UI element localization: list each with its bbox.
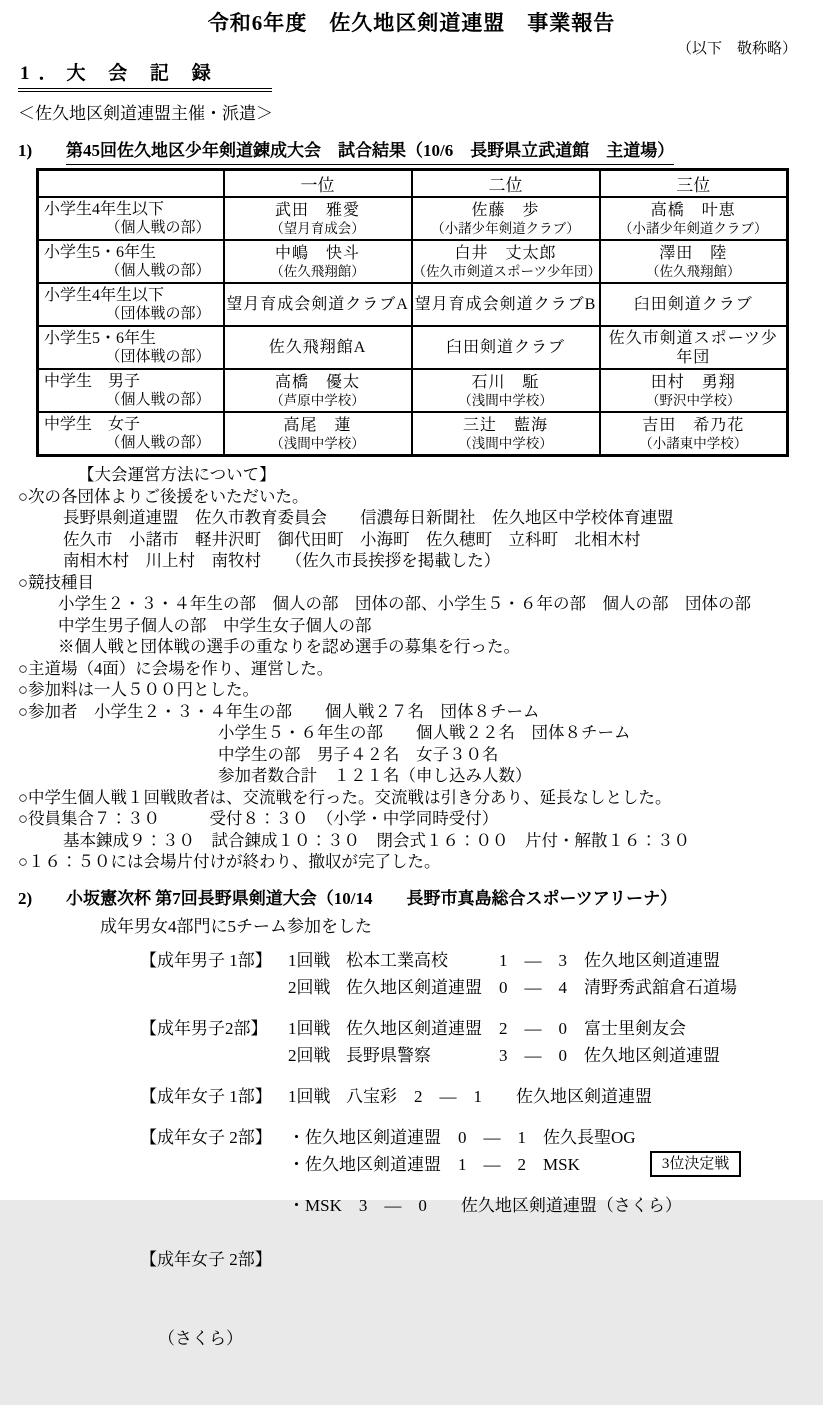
result-cell: 高橋 叶恵 （小諸少年剣道クラブ） — [600, 197, 788, 240]
note-line: ○中学生個人戦１回戦敗者は、交流戦を行った。交流戦は引き分あり、延長なしとした。 — [18, 787, 672, 807]
note-line: 南相木村 川上村 南牧村 （佐久市長挨拶を掲載した） — [63, 551, 501, 570]
header-third-place: 三位 — [600, 170, 788, 198]
result-cell: 中嶋 快斗 （佐久飛翔館） — [224, 240, 412, 283]
note-line: 中学生男子個人の部 中学生女子個人の部 — [58, 615, 372, 635]
host-line: ＜佐久地区剣道連盟主催・派遣＞ — [18, 104, 273, 123]
honorific-note: （以下 敬称略） — [676, 41, 797, 57]
note-line: ○参加料は一人５００円とした。 — [18, 680, 259, 699]
header-category — [38, 170, 224, 198]
section-1-heading: 1．大 会 記 録 — [18, 61, 272, 92]
note-line: ○１６：５０には会場片付けが終わり、撤収が完了した。 — [18, 852, 441, 871]
result-cell: 高橋 優太 （芦原中学校） — [224, 369, 412, 412]
header-second-place: 二位 — [412, 170, 600, 198]
note-line: ○参加者 小学生２・３・４年生の部 個人戦２７名 団体８チーム — [18, 701, 540, 721]
tournament-1-heading-row — [18, 139, 805, 165]
tournament-2-title: 小坂憲次杯 第7回長野県剣道大会（10/14 長野市真島総合スポーツアリーナ） — [66, 888, 678, 908]
division-label: 【成年男子2部】 — [140, 1018, 268, 1038]
match-row — [288, 1124, 805, 1151]
match-row — [288, 974, 805, 1001]
result-cell: 吉田 希乃花 （小諸東中学校） — [600, 412, 788, 456]
result-cell: 高尾 蓮 （浅間中学校） — [224, 412, 412, 456]
note-line: 小学生５・６年生の部 個人戦２２名 団体８チーム — [218, 723, 631, 742]
result-cell: 澤田 陸 （佐久飛翔館） — [600, 240, 788, 283]
match-block-women-div2-sakura — [140, 1192, 805, 1405]
round-label: 2回戦 — [288, 1045, 331, 1065]
note-line: 参加者数合計 １２１名（申し込み人数） — [218, 766, 532, 785]
result-cell: 望月育成会剣道クラブA — [224, 283, 412, 326]
match-row — [288, 1083, 805, 1110]
result-cell: 佐久市剣道スポーツ少年団 — [600, 326, 788, 369]
category-cell: 小学生5・6年生 （個人戦の部） — [38, 240, 224, 283]
division-label: 【成年女子 1部】 — [140, 1086, 272, 1106]
round-label: 1回戦 — [288, 1086, 331, 1106]
result-cell: 臼田剣道クラブ — [412, 326, 600, 369]
category-cell: 小学生4年生以下 （個人戦の部） — [38, 197, 224, 240]
tournament-1-title: 第45回佐久地区少年剣道錬成大会 試合結果（10/6 長野県立武道館 主道場） — [66, 139, 674, 165]
table-header-row — [38, 170, 788, 198]
tournament-1-notes — [18, 464, 805, 873]
note-line: 小学生２・３・４年生の部 個人の部 団体の部、小学生５・６年の部 個人の部 団体の部 — [58, 594, 751, 613]
match-row — [288, 947, 805, 974]
note-line: 【大会運営方法について】 — [78, 465, 276, 484]
note-line: 佐久市 小諸市 軽井沢町 御代田町 小海町 佐久穂町 立科町 北相木村 — [63, 529, 641, 549]
note-line: ○次の各団体よりご後援をいただいた。 — [18, 486, 309, 506]
match-result: ・佐久地区剣道連盟 1 ― 2 MSK — [288, 1154, 580, 1174]
note-line: ※個人戦と団体戦の選手の重なりを認め選手の募集を行った。 — [58, 637, 520, 656]
division-label: 【成年女子 2部】 — [140, 1249, 272, 1269]
match-result: 八宝彩 2 ― 1 佐久地区剣道連盟 — [346, 1086, 652, 1106]
result-cell: 望月育成会剣道クラブB — [412, 283, 600, 326]
division-sublabel: （さくら） — [158, 1328, 243, 1348]
category-cell: 小学生5・6年生 （団体戦の部） — [38, 326, 224, 369]
result-cell: 臼田剣道クラブ — [600, 283, 788, 326]
round-label: 1回戦 — [288, 1018, 331, 1038]
division-label: 【成年女子 2部】 — [140, 1127, 272, 1147]
round-label: 1回戦 — [288, 950, 331, 970]
match-result: 佐久地区剣道連盟 2 ― 0 富士里剣友会 — [346, 1018, 686, 1038]
result-cell: 佐藤 歩 （小諸少年剣道クラブ） — [412, 197, 600, 240]
tournament-2-heading-row — [18, 887, 805, 911]
note-line: ○競技種目 — [18, 572, 94, 592]
result-cell: 武田 雅愛 （望月育成会） — [224, 197, 412, 240]
note-line: 長野県剣道連盟 佐久市教育委員会 信濃毎日新聞社 佐久地区中学校体育連盟 — [63, 508, 674, 527]
tournament-2-subnote: 成年男女4部門に5チーム参加をした — [100, 916, 372, 936]
category-cell: 中学生 女子 （個人戦の部） — [38, 412, 224, 456]
result-cell: 三辻 藍海 （浅間中学校） — [412, 412, 600, 456]
section-1 — [18, 61, 805, 92]
match-block-women-div2 — [140, 1124, 805, 1178]
match-block-men-div1 — [140, 947, 805, 1001]
note-line: 基本錬成９：３０ 試合錬成１０：３０ 閉会式１６：００ 片付・解散１６：３０ — [63, 830, 690, 850]
result-cell: 石川 駈 （浅間中学校） — [412, 369, 600, 412]
match-row — [288, 1151, 805, 1178]
match-result: ・MSK 3 ― 0 佐久地区剣道連盟（さくら） — [288, 1195, 682, 1215]
note-line: ○役員集合７：３０ 受付８：３０ （小学・中学同時受付） — [18, 809, 499, 828]
category-cell: 中学生 男子 （個人戦の部） — [38, 369, 224, 412]
tournament-1-number: 1) — [18, 141, 33, 160]
result-cell: 白井 丈太郎 （佐久市剣道スポーツ少年団） — [412, 240, 600, 283]
result-cell: 田村 勇翔 （野沢中学校） — [600, 369, 788, 412]
table-row — [38, 412, 788, 456]
match-row — [288, 1192, 805, 1219]
table-row — [38, 240, 788, 283]
page-title: 令和6年度 佐久地区剣道連盟 事業報告 — [207, 11, 616, 35]
match-row — [288, 1042, 805, 1069]
table-row — [38, 283, 788, 326]
result-cell: 佐久飛翔館A — [224, 326, 412, 369]
match-result: 松本工業高校 1 ― 3 佐久地区剣道連盟 — [346, 950, 720, 970]
third-place-playoff-badge: 3位決定戦 — [650, 1151, 742, 1177]
match-block-women-div1 — [140, 1083, 805, 1110]
table-row — [38, 326, 788, 369]
results-table — [36, 168, 789, 457]
division-label: 【成年男子 1部】 — [140, 950, 272, 970]
match-block-men-div2 — [140, 1015, 805, 1069]
match-result: 長野県警察 3 ― 0 佐久地区剣道連盟 — [346, 1045, 720, 1065]
round-label: 2回戦 — [288, 977, 331, 997]
table-row — [38, 197, 788, 240]
match-result: ・佐久地区剣道連盟 0 ― 1 佐久長聖OG — [288, 1127, 636, 1147]
match-row — [288, 1015, 805, 1042]
table-row — [38, 369, 788, 412]
category-cell: 小学生4年生以下 （団体戦の部） — [38, 283, 224, 326]
note-line: 中学生の部 男子４２名 女子３０名 — [218, 744, 499, 764]
header-first-place: 一位 — [224, 170, 412, 198]
note-line: ○主道場（4面）に会場を作り、運営した。 — [18, 658, 334, 678]
match-result: 佐久地区剣道連盟 0 ― 4 清野秀武舘倉石道場 — [346, 977, 737, 997]
tournament-2-number: 2) — [18, 888, 33, 908]
